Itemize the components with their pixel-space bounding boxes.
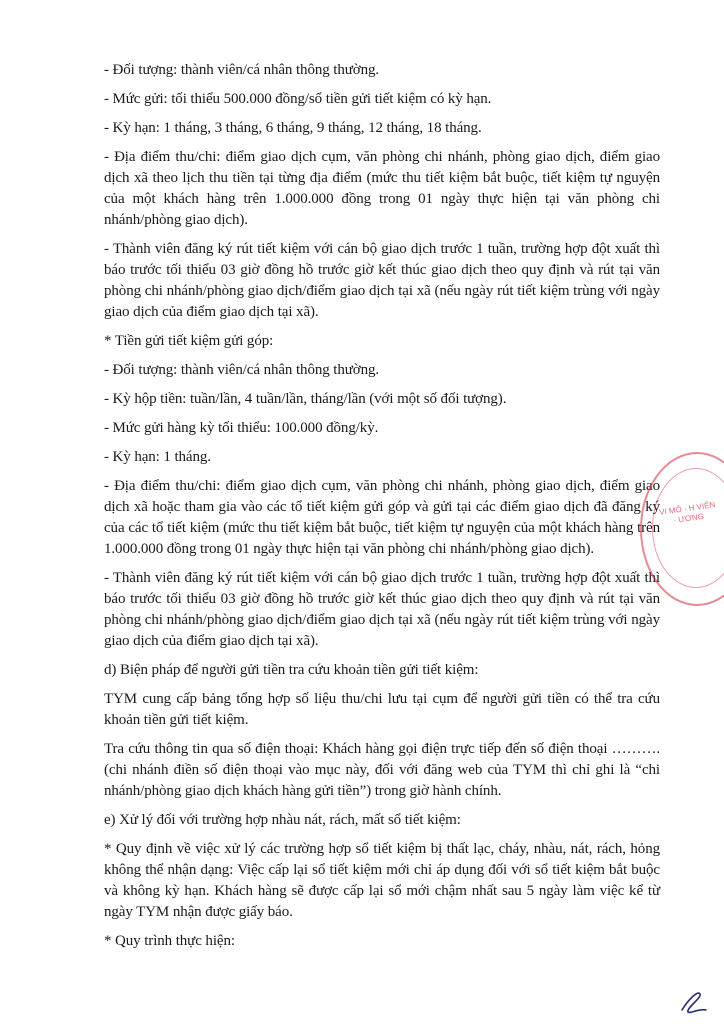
paragraph-18: * Quy trình thực hiện: [104,933,235,949]
paragraph-3: - Kỳ hạn: 1 tháng, 3 tháng, 6 tháng, 9 tháng, 12 tháng, 18 tháng. [104,120,482,136]
paragraph-6: * Tiền gửi tiết kiệm gửi góp: [104,333,274,349]
seal-text: VI MÔ · H VIÊN · ƯƠNG [658,500,716,526]
seal-inner-ring [652,468,724,588]
paragraph-7: - Đối tượng: thành viên/cá nhân thông thường. [104,362,380,378]
paragraph-4: - Địa điểm thu/chi: điểm giao dịch cụm, văn phòng chi nhánh, phòng giao dịch, điểm giao dịch xã theo lịch thu tiền tại từng địa điểm (mức thu tiết kiệm bắt buộc, tiết kiệm tự nguyện của một khách hàng trên 1.000.000 đồng trong 01 ngày thực hiện tại văn phòng chi nhánh/phòng giao dịch). [104,149,660,228]
paragraph-5: - Thành viên đăng ký rút tiết kiệm với cán bộ giao dịch trước 1 tuần, trường hợp đột xuất thì báo trước tối thiểu 03 giờ đồng hồ trước giờ kết thúc giao dịch theo quy định và rút tại văn phòng chi nhánh/phòng giao dịch/điểm giao dịch tại xã (nếu ngày rút tiết kiệm trùng với ngày giao dịch của điểm giao dịch tại xã). [104,241,660,320]
signature-mark [676,986,712,1016]
section-heading-e: e) Xử lý đối với trường hợp nhàu nát, rách, mất sổ tiết kiệm: [104,812,461,828]
paragraph-17: * Quy định về việc xử lý các trường hợp sổ tiết kiệm bị thất lạc, cháy, nhàu, nát, rách, hỏng không thể nhận dạng: Việc cấp lại sổ tiết kiệm mới chỉ áp dụng đối với sổ tiết kiệm bắt buộc và không kỳ hạn. Khách hàng sẽ được cấp lại sổ mới chậm nhất sau 5 ngày làm việc kể từ ngày TYM nhận được giấy báo. [104,841,660,920]
document-body [104,60,660,960]
paragraph-1: - Đối tượng: thành viên/cá nhân thông thường. [104,62,380,78]
paragraph-15: Tra cứu thông tin qua số điện thoại: Khách hàng gọi điện trực tiếp đến số điện thoại ……….(chi nhánh điền số điện thoại vào mục này, đối với đăng web của TYM thì chỉ ghi là “chi nhánh/phòng giao dịch khách hàng gửi tiền”) trong giờ hành chính. [104,741,660,799]
paragraph-12: - Thành viên đăng ký rút tiết kiệm với cán bộ giao dịch trước 1 tuần, trường hợp đột xuất thì báo trước tối thiểu 03 giờ đồng hồ trước giờ kết thúc giao dịch theo quy định và rút tại văn phòng chi nhánh/phòng giao dịch/điểm giao dịch tại xã (nếu ngày rút tiết kiệm trùng với ngày giao dịch của điểm giao dịch tại xã). [104,570,660,649]
paragraph-14: TYM cung cấp bảng tổng hợp số liệu thu/chi lưu tại cụm để người gửi tiền có thể tra cứu khoản tiền gửi tiết kiệm. [104,691,660,728]
paragraph-11: - Địa điểm thu/chi: điểm giao dịch cụm, văn phòng chi nhánh, phòng giao dịch, điểm giao dịch xã hoặc tham gia vào các tổ tiết kiệm gửi góp và gửi tại các điểm giao dịch đã đăng ký của các tổ tiết kiệm (mức thu tiết kiệm bắt buộc, tiết kiệm tự nguyện của một khách hàng trên 1.000.000 đồng trong 01 ngày thực hiện tại văn phòng chi nhánh/phòng giao dịch). [104,478,660,557]
paragraph-2: - Mức gửi: tối thiểu 500.000 đồng/sổ tiền gửi tiết kiệm có kỳ hạn. [104,91,492,107]
paragraph-9: - Mức gửi hàng kỳ tối thiểu: 100.000 đồng/kỳ. [104,420,379,436]
section-heading-d: d) Biện pháp để người gửi tiền tra cứu khoản tiền gửi tiết kiệm: [104,662,479,678]
paragraph-8: - Kỳ hộp tiền: tuần/lần, 4 tuần/lần, tháng/lần (với một số đối tượng). [104,391,507,407]
paragraph-10: - Kỳ hạn: 1 tháng. [104,449,211,465]
